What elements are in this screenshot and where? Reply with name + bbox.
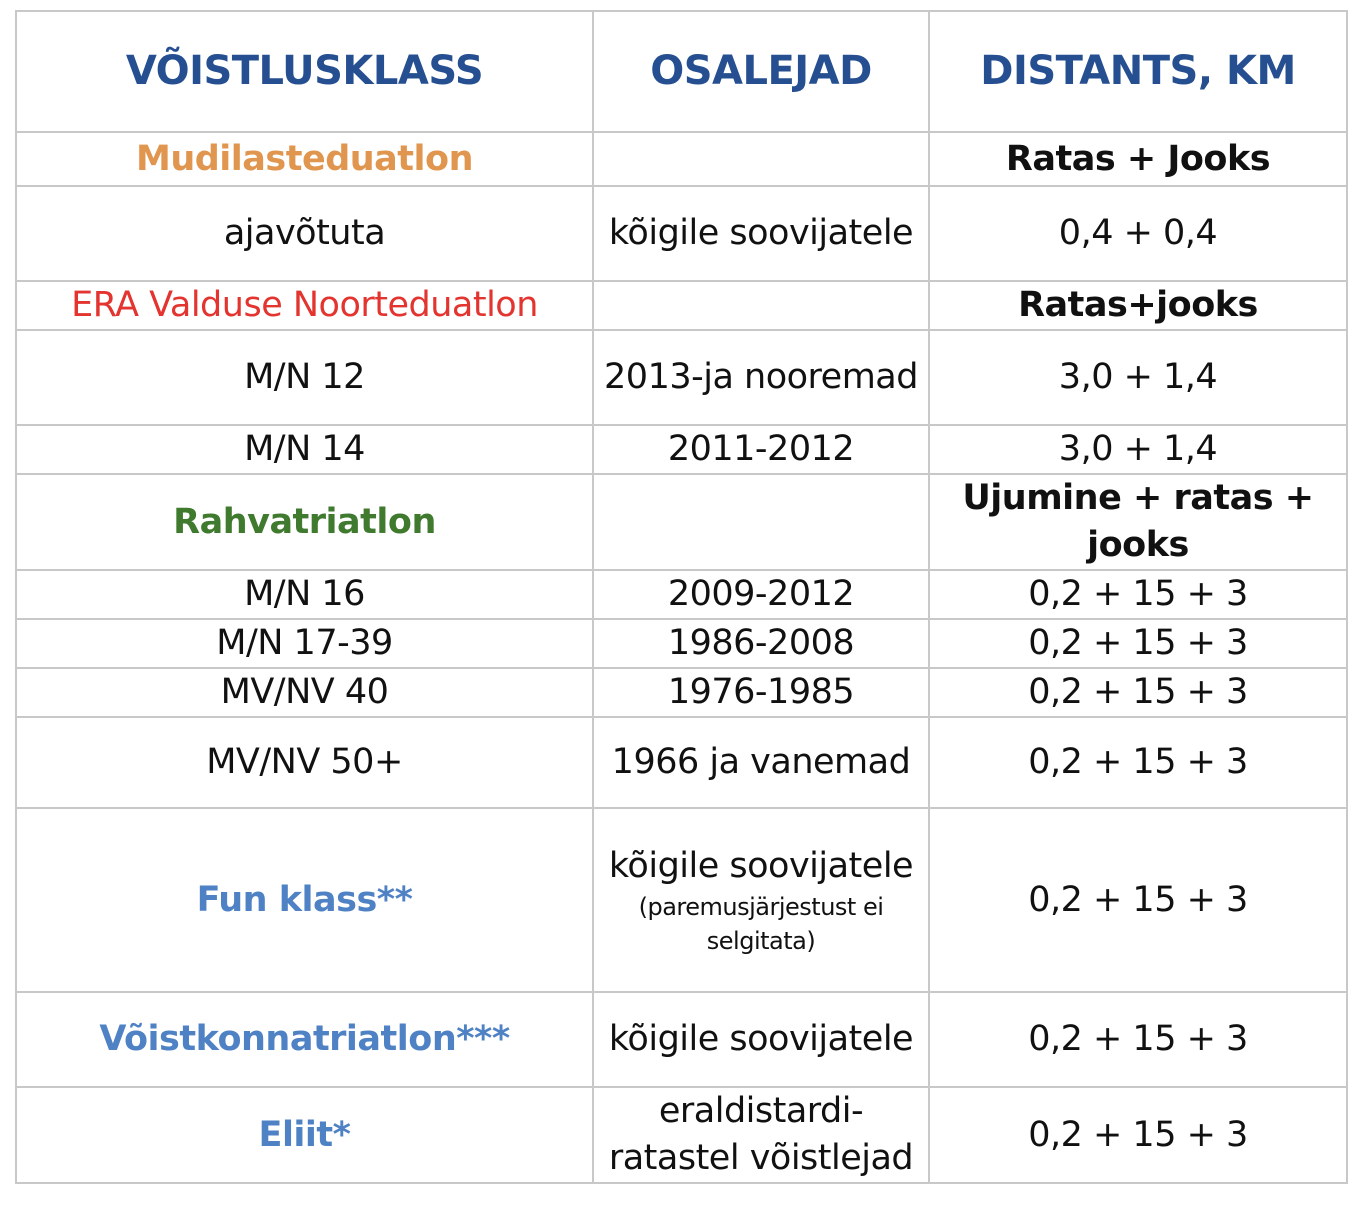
category-noorteduatlon: ERA Valduse Noorteduatlon bbox=[16, 281, 593, 330]
distants-cell: 0,2 + 15 + 3 bbox=[929, 668, 1347, 717]
distants-cell: Ratas + Jooks bbox=[929, 132, 1347, 186]
osalejad-cell: 1986-2008 bbox=[593, 619, 929, 668]
klass-cell: M/N 14 bbox=[16, 425, 593, 474]
category-fun-klass: Fun klass** bbox=[16, 808, 593, 992]
category-mudilasteduatlon: Mudilasteduatlon bbox=[16, 132, 593, 186]
klass-cell: M/N 16 bbox=[16, 570, 593, 619]
osalejad-cell: kõigile soovijatele bbox=[593, 186, 929, 281]
klass-cell: MV/NV 50+ bbox=[16, 717, 593, 808]
header-voistlusklass: VÕISTLUSKLASS bbox=[16, 11, 593, 132]
table-row bbox=[16, 425, 1347, 474]
osalejad-cell: 1966 ja vanemad bbox=[593, 717, 929, 808]
category-eliit: Eliit* bbox=[16, 1087, 593, 1183]
table-row bbox=[16, 330, 1347, 425]
table-row bbox=[16, 808, 1347, 992]
table-row bbox=[16, 132, 1347, 186]
osalejad-cell: kõigile soovijatele bbox=[593, 992, 929, 1087]
distants-cell: 0,2 + 15 + 3 bbox=[929, 1087, 1347, 1183]
table-row bbox=[16, 570, 1347, 619]
osalejad-cell: 2011-2012 bbox=[593, 425, 929, 474]
table-row bbox=[16, 474, 1347, 570]
table-row bbox=[16, 281, 1347, 330]
category-voistkonnatriatlon: Võistkonnatriatlon*** bbox=[16, 992, 593, 1087]
table-row bbox=[16, 717, 1347, 808]
table-row bbox=[16, 619, 1347, 668]
distants-cell: 3,0 + 1,4 bbox=[929, 330, 1347, 425]
klass-cell: MV/NV 40 bbox=[16, 668, 593, 717]
header-distants: DISTANTS, KM bbox=[929, 11, 1347, 132]
klass-cell: M/N 12 bbox=[16, 330, 593, 425]
header-osalejad: OSALEJAD bbox=[593, 11, 929, 132]
table-row bbox=[16, 1087, 1347, 1183]
osalejad-cell: eraldistardi-ratastel võistlejad bbox=[593, 1087, 929, 1183]
table-header-row bbox=[16, 11, 1347, 132]
klass-cell: M/N 17-39 bbox=[16, 619, 593, 668]
osalejad-text: kõigile soovijatele bbox=[608, 845, 914, 886]
distants-cell: Ratas+jooks bbox=[929, 281, 1347, 330]
osalejad-cell bbox=[593, 132, 929, 186]
osalejad-cell: 2013-ja nooremad bbox=[593, 330, 929, 425]
distants-cell: 0,2 + 15 + 3 bbox=[929, 619, 1347, 668]
osalejad-cell: 2009-2012 bbox=[593, 570, 929, 619]
distants-cell: 0,2 + 15 + 3 bbox=[929, 808, 1347, 992]
osalejad-note: (paremusjärjestust ei selgitata) bbox=[638, 892, 884, 955]
klass-cell: ajavõtuta bbox=[16, 186, 593, 281]
osalejad-cell bbox=[593, 281, 929, 330]
distants-cell: 3,0 + 1,4 bbox=[929, 425, 1347, 474]
distants-cell: Ujumine + ratas + jooks bbox=[929, 474, 1347, 570]
osalejad-cell bbox=[593, 808, 929, 992]
distants-cell: 0,4 + 0,4 bbox=[929, 186, 1347, 281]
table-row bbox=[16, 186, 1347, 281]
category-rahvatriatlon: Rahvatriatlon bbox=[16, 474, 593, 570]
osalejad-cell bbox=[593, 474, 929, 570]
competition-classes-table bbox=[15, 10, 1348, 1184]
distants-cell: 0,2 + 15 + 3 bbox=[929, 992, 1347, 1087]
distants-cell: 0,2 + 15 + 3 bbox=[929, 570, 1347, 619]
table-row bbox=[16, 668, 1347, 717]
osalejad-cell: 1976-1985 bbox=[593, 668, 929, 717]
distants-cell: 0,2 + 15 + 3 bbox=[929, 717, 1347, 808]
table-row bbox=[16, 992, 1347, 1087]
